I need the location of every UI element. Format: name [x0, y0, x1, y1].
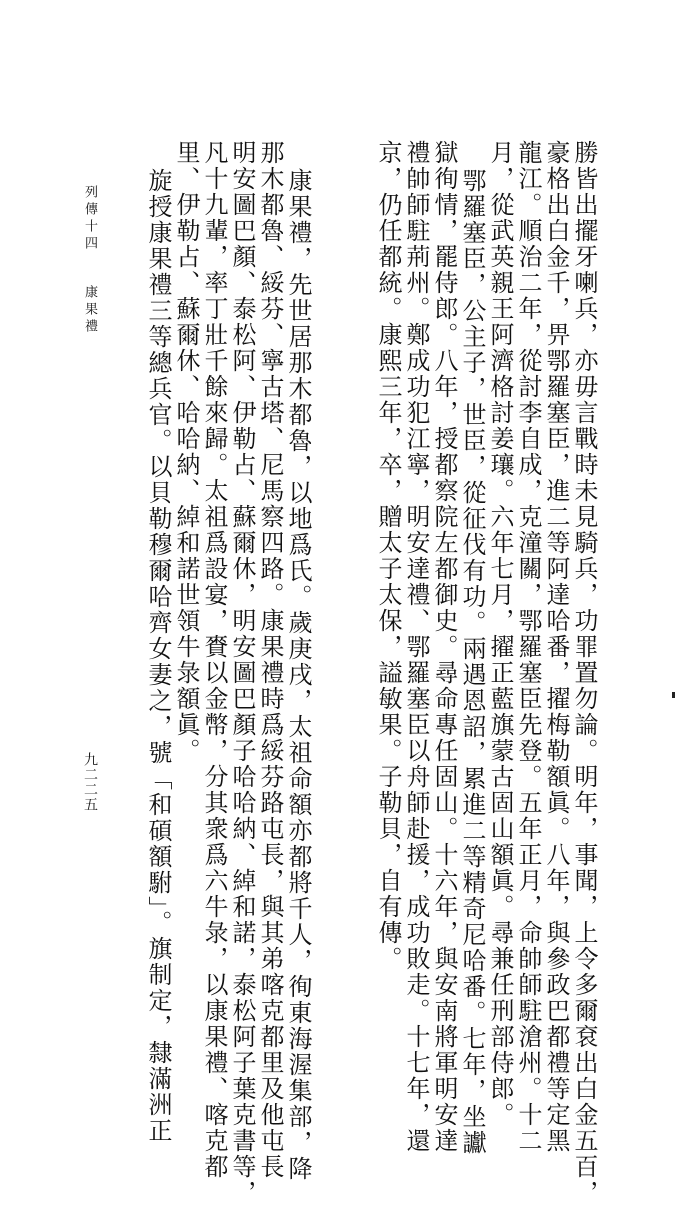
- text-column-6: 獄徇情，罷侍郎。八年，授都察院左都御史。尋命專任固山。十六年，與安南將軍明安達: [430, 140, 458, 1154]
- text-column-4: 月，從武英親王阿濟格討姜瓖。六年七月，擢正藍旗蒙古固山額眞。尋兼任刑部侍郎。: [486, 140, 514, 1128]
- text-column-1: 勝皆出擺牙喇兵，亦毋言戰時未見騎兵，功罪置勿論。明年，事聞，上令多爾袞出白金五百，: [570, 140, 598, 1206]
- text-column-8: 京，仍任都統。康熙三年，卒，贈太子太保，謚敏果。子勒貝，自有傳。: [374, 140, 402, 972]
- text-column-7: 禮帥師駐荊州。鄭成功犯江寧，明安達禮、鄂羅塞臣以舟師赴援，成功敗走。十七年，還: [402, 140, 430, 1154]
- text-column-13: 里、伊勒占、蘇爾休、哈哈納、綽和諾世領牛彔額眞。: [172, 140, 200, 764]
- running-header-subject: 康果禮: [82, 285, 97, 336]
- scan-edge-mark: [672, 692, 675, 698]
- text-column-3: 龍江。順治二年，從討李自成，克潼關，鄂羅塞臣先登。五年正月，命帥師駐滄州。十二: [514, 140, 542, 1154]
- text-column-12: 凡十九輩，率丁壯千餘來歸。太祖爲設宴，賚以金幣，分其衆爲六牛彔，以康果禮、喀克都: [200, 140, 228, 1180]
- text-column-11: 明安圖巴顏、泰松阿、伊勒占、蘇爾休，明安圖巴顏子哈哈納、綽和諾，泰松阿子葉克書等，: [228, 140, 256, 1206]
- text-column-2: 豪格出白金千，畀鄂羅塞臣，進二等阿達哈番，擢梅勒額眞。八年，與參政巴都禮等定黑: [542, 140, 570, 1154]
- text-column-10: 那木都魯、綏芬、寧古塔、尼馬察四路。康果禮時爲綏芬路屯長，與其弟喀克都里及他屯長: [256, 140, 284, 1180]
- text-column-9: 康果禮，先世居那木都魯，以地爲氏。歲庚戌，太祖命額亦都將千人，徇東海渥集部，降: [284, 168, 312, 1182]
- text-column-5: 鄂羅塞臣，公主子，世臣，從征伐有功。兩遇恩詔，累進二等精奇尼哈番。七年，坐讞: [458, 168, 486, 1156]
- running-header-section: 列傳十四: [82, 185, 97, 253]
- page-number: 九二二五: [82, 752, 98, 812]
- text-column-14: 旋授康果禮三等總兵官。以貝勒穆爾哈齊女妻之，號「和碩額駙」。旗制定，隸滿洲正: [144, 168, 172, 1144]
